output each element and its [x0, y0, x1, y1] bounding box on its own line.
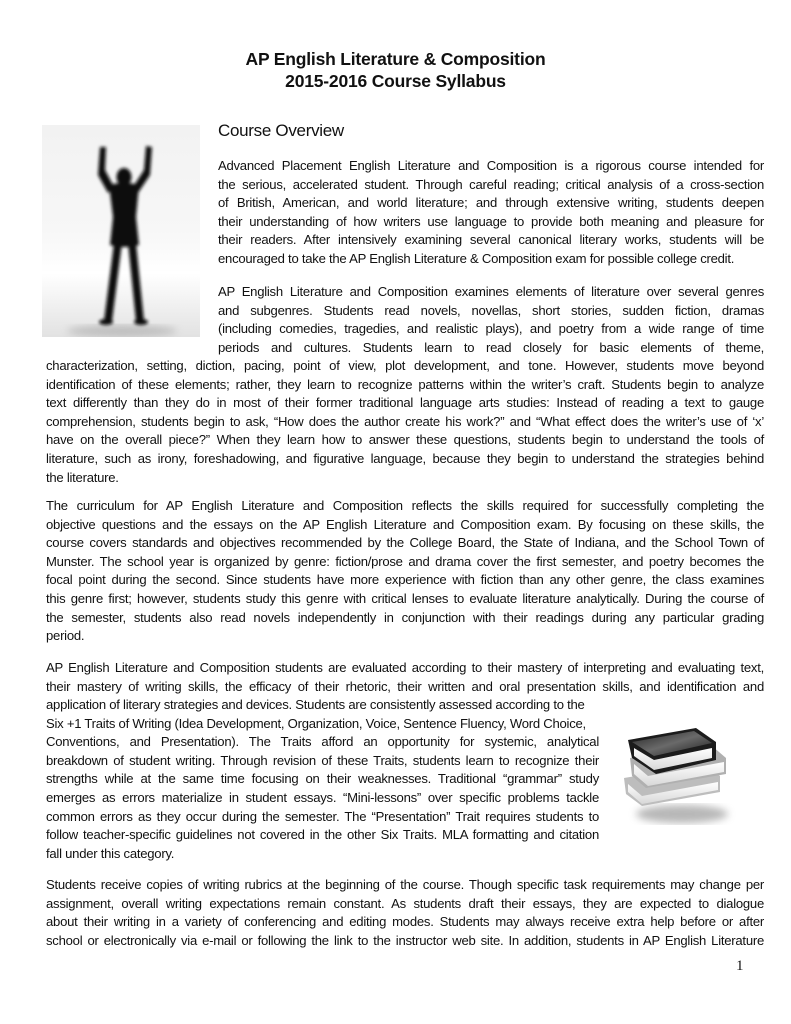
text-line: literature, such as irony, foreshadowing, and figurative language, because they begin to understand the strategies behind [46, 450, 764, 466]
text-line: their readers. After intensively examining several canonical literary works, students will be [218, 232, 764, 248]
paragraph-intro [218, 157, 764, 269]
text-line: (including comedies, tragedies, and realistic plays), and poetry from a wide range of time [218, 321, 764, 337]
text-line: text differently than they do in most of their former traditional language arts studies: Instead of reading a text to gauge [46, 395, 764, 411]
text-line: their mastery of writing skills, the efficacy of their rhetoric, their written and oral presentation skills, and identification and [46, 678, 764, 694]
text-line: of British, American, and world literature; and through extensive writing, students deepen [218, 195, 764, 211]
paragraph-evaluation-traits [46, 696, 599, 863]
text-line: AP English Literature and Composition examines elements of literature over several genres [218, 284, 764, 299]
text-line: Conventions, and Presentation). The Traits afford an opportunity for systemic, analytical [46, 734, 599, 750]
text-line: school or electronically via e-mail or following the link to the instructor web site. In addition, students in AP English Literature [46, 932, 764, 948]
text-line: the semester, students also read novels independently in conjunction with their readings during any particular grading [46, 609, 764, 625]
text-line: focal point during the second. Since students have more experience with fiction than any other genre, the class examines [46, 572, 764, 588]
text-line: have on the overall piece?” When they learn how to answer these questions, students begin to understand the tools of [46, 432, 764, 448]
text-line: about their writing in a variety of conferencing and editing modes. Students may always receive extra help before or after [46, 914, 764, 930]
text-line: AP English Literature and Composition students are evaluated according to their mastery of interpreting and evaluating text, [46, 660, 764, 675]
text-line: periods and cultures. Students learn to read closely for basic elements of theme, [218, 339, 764, 355]
text-line: identification of these elements; rather, they learn to recognize patterns within the writer’s craft. Students begin to analyze [46, 376, 764, 392]
text-line: follow teacher-specific guidelines not covered in the other Six Traits. MLA formatting and citation [46, 827, 599, 843]
text-line: the serious, accelerated student. Through careful reading; critical analysis of a cross-section [218, 176, 764, 192]
text-line: The curriculum for AP English Literature and Composition reflects the skills required for successfully completing the [46, 498, 764, 513]
text-line: emerges as errors materialize in student essays. “Mini-lessons” over specific problems tackle [46, 789, 599, 805]
stack-of-books-icon [620, 720, 745, 830]
page-number: 1 [736, 958, 744, 974]
silhouette-image [42, 125, 200, 337]
text-line: this genre first; however, students study this genre with critical lenses to evaluate literature analytically. During the course of [46, 590, 764, 606]
text-line: and subgenres. Students read novels, novellas, short stories, sudden fiction, dramas [218, 302, 764, 318]
books-image [620, 720, 745, 830]
text-line: their understanding of how writers use language to provide both meaning and pleasure for [218, 213, 764, 229]
section-heading-course-overview: Course Overview [218, 121, 344, 140]
paragraph-curriculum [46, 497, 764, 646]
text-line: the literature. [46, 469, 119, 485]
paragraph-elements-full [46, 357, 764, 487]
text-line: Six +1 Traits of Writing (Idea Development, Organization, Voice, Sentence Fluency, Word Choice, [46, 715, 586, 731]
text-line: application of literary strategies and devices. Students are consistently assessed according to the [46, 697, 585, 712]
text-line: breakdown of student writing. Through revision of these Traits, students learn to recognize their [46, 752, 599, 768]
text-line: comprehension, students begin to ask, “How does the author create his work?” and “What effect does the writer’s use of ‘x’ [46, 413, 764, 429]
text-line: course covers standards and objectives recommended by the College Board, the State of Indiana, and the School Town of [46, 535, 764, 551]
document-title: AP English Literature & Composition [245, 49, 546, 69]
text-line: common errors as they occur during the semester. The “Presentation” Trait requires students to [46, 808, 599, 824]
text-line: fall under this category. [46, 845, 175, 861]
person-silhouette-icon [42, 125, 200, 337]
paragraph-rubrics [46, 876, 764, 950]
text-line: strengths while at the same time focusing on their weaknesses. Traditional “grammar” study [46, 771, 599, 787]
text-line: period. [46, 628, 85, 644]
paragraph-evaluation-full [46, 659, 764, 696]
text-line: Advanced Placement English Literature and Composition is a rigorous course intended for [218, 158, 764, 173]
text-line: objective questions and the essays on the AP English Literature and Composition exam. By focusing on these skills, the [46, 516, 764, 532]
text-line: assignment, overall writing expectations remain constant. As students draft their essays, they are expected to dialogue [46, 895, 764, 911]
text-line: Munster. The school year is organized by genre: fiction/prose and drama cover the first semester, and poetry becomes the [46, 553, 764, 569]
text-line: encouraged to take the AP English Literature & Composition exam for possible college credit. [218, 250, 735, 266]
document-subtitle: 2015-2016 Course Syllabus [285, 71, 506, 91]
text-line: characterization, setting, diction, pacing, point of view, plot development, and tone. However, students move beyond [46, 358, 764, 373]
text-line: Students receive copies of writing rubrics at the beginning of the course. Though specific task requirements may change per [46, 877, 764, 892]
paragraph-elements-indented [218, 283, 764, 357]
